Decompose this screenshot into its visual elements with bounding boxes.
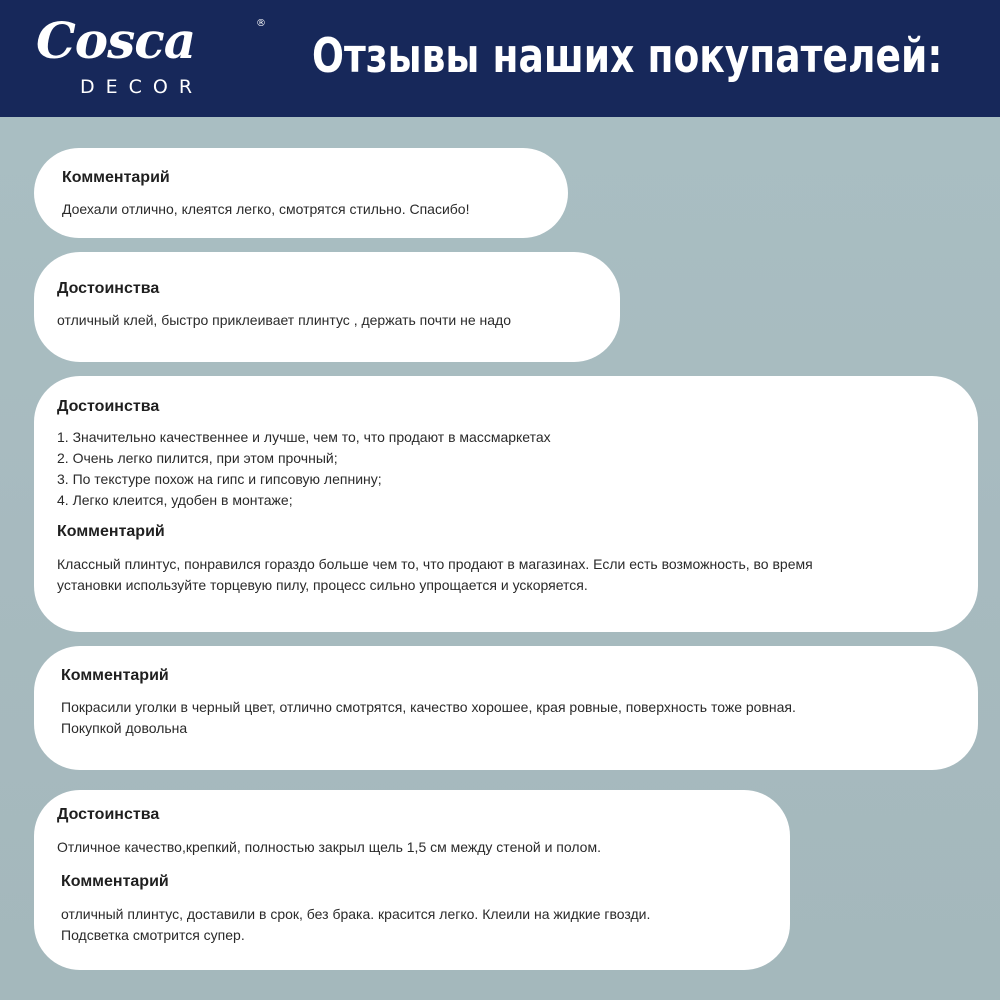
logo-subtitle: DECOR — [80, 76, 204, 98]
header-banner — [0, 0, 1000, 117]
review-card — [34, 376, 978, 632]
pros-text: отличный клей, быстро приклеивает плинтус , держать почти не надо — [57, 312, 512, 328]
comment-heading: Комментарий — [62, 169, 170, 186]
pros-list-item: 1. Значительно качественнее и лучше, чем то, что продают в массмаркетах — [57, 429, 551, 445]
comment-heading: Комментарий — [61, 667, 169, 684]
page-title: Отзывы наших покупателей: — [312, 29, 943, 84]
comment-text: Доехали отлично, клеятся легко, смотрятся стильно. Спасибо! — [62, 201, 470, 217]
logo-wordmark: Cosca — [36, 11, 196, 70]
comment-heading: Комментарий — [57, 523, 165, 540]
pros-heading: Достоинства — [57, 398, 160, 415]
brand-logo — [36, 11, 268, 102]
pros-list-item: 3. По текстуре похож на гипс и гипсовую лепнину; — [57, 471, 382, 487]
comment-line: Подсветка смотрится супер. — [61, 927, 245, 943]
review-card — [34, 252, 620, 362]
review-card — [34, 148, 568, 238]
comment-heading: Комментарий — [61, 873, 169, 890]
pros-heading: Достоинства — [57, 806, 160, 823]
comment-line: отличный плинтус, доставили в срок, без брака. красится легко. Клеили на жидкие гвозди. — [61, 906, 651, 922]
comment-line: Покрасили уголки в черный цвет, отлично смотрятся, качество хорошее, края ровные, поверхность тоже ровная. — [61, 699, 796, 715]
pros-text: Отличное качество,крепкий, полностью закрыл щель 1,5 см между стеной и полом. — [57, 839, 601, 855]
review-card — [34, 646, 978, 770]
review-card — [34, 790, 790, 970]
pros-list-item: 4. Легко клеится, удобен в монтаже; — [57, 492, 293, 508]
logo-registered-mark: ® — [256, 18, 266, 29]
comment-line: Классный плинтус, понравился гораздо больше чем то, что продают в магазинах. Если есть возможность, во время — [57, 556, 813, 572]
pros-heading: Достоинства — [57, 280, 160, 297]
pros-list-item: 2. Очень легко пилится, при этом прочный; — [57, 450, 338, 466]
comment-line: Покупкой довольна — [61, 720, 188, 736]
comment-line: установки используйте торцевую пилу, процесс сильно упрощается и ускоряется. — [57, 577, 588, 593]
